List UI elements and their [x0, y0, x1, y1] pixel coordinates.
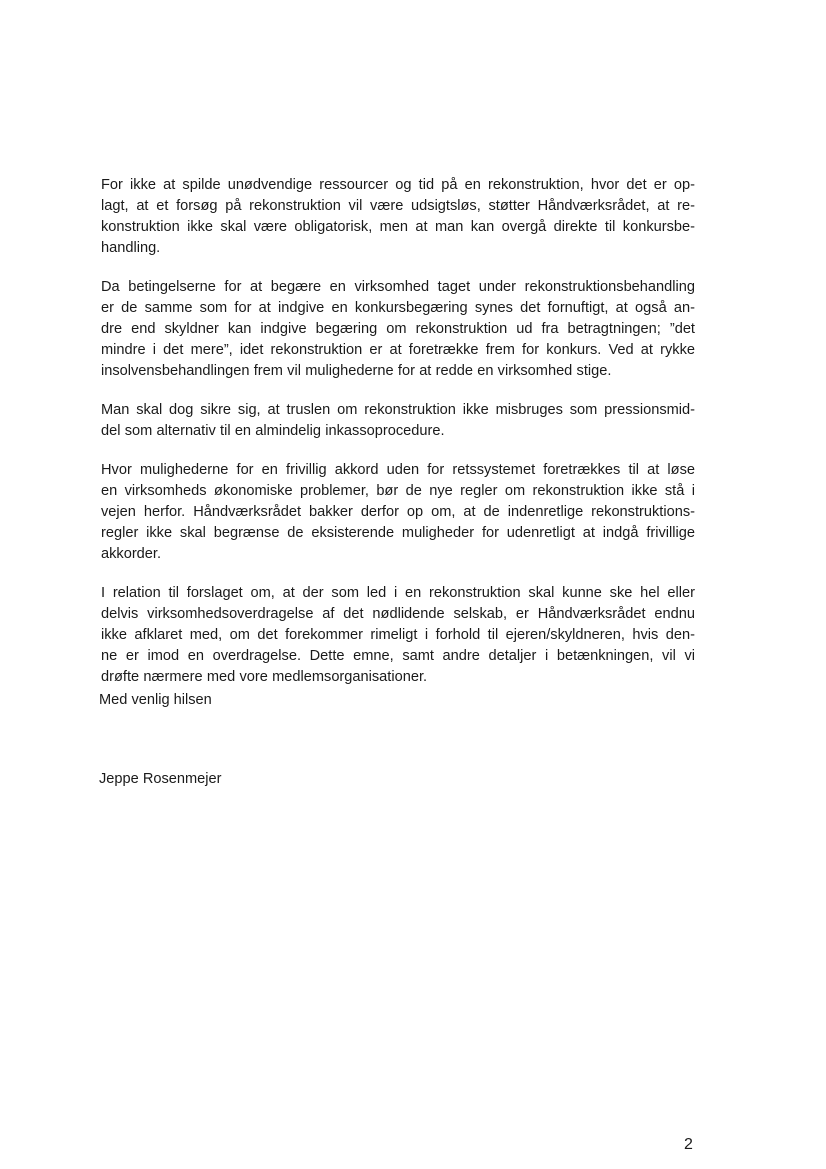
text-line: insolvensbehandlingen frem vil mulighederne for at redde en virksomhed stige.	[101, 363, 612, 379]
text-line: ne er imod en overdragelse. Dette emne, samt andre detaljer i betænkningen, vil vi	[101, 648, 695, 664]
text-line: delvis virksomhedsoverdragelse af det nødlidende selskab, er Håndværksrådet endnu	[101, 606, 695, 622]
text-line: er de samme som for at indgive en konkursbegæring synes det fornuftigt, at også an-	[101, 300, 695, 316]
text-line: akkorder.	[101, 546, 162, 562]
paragraph-2	[101, 277, 695, 382]
text-line: dre end skyldner kan indgive begæring om rekonstruktion ud fra betragtningen; ”det	[101, 321, 695, 337]
text-line: del som alternativ til en almindelig inkassoprocedure.	[101, 423, 445, 439]
text-line: en virksomheds økonomiske problemer, bør de nye regler om rekonstruktion ikke stå i	[101, 483, 695, 499]
text-line: Da betingelserne for at begære en virksomhed taget under rekonstruktionsbehandling	[101, 279, 695, 295]
text-line: handling.	[101, 240, 161, 256]
text-line: I relation til forslaget om, at der som led i en rekonstruktion skal kunne ske hel eller	[101, 585, 695, 601]
text-line: Man skal dog sikre sig, at truslen om rekonstruktion ikke misbruges som pressionsmid-	[101, 402, 695, 418]
text-line: regler ikke skal begrænse de eksisterende muligheder for udenretligt at indgå frivillige	[101, 525, 695, 541]
text-line: drøfte nærmere med vore medlemsorganisationer.	[101, 669, 428, 685]
closing-salutation: Med venlig hilsen	[99, 692, 212, 708]
paragraph-1	[101, 175, 695, 259]
paragraph-5	[101, 583, 695, 688]
text-line: Hvor mulighederne for en frivillig akkord uden for retssystemet foretrækkes til at løse	[101, 462, 695, 478]
signature-name: Jeppe Rosenmejer	[99, 771, 222, 787]
paragraph-4	[101, 460, 695, 565]
paragraph-3	[101, 400, 695, 442]
text-line: vejen herfor. Håndværksrådet bakker derfor op om, at de indenretlige rekonstruktions-	[101, 504, 695, 520]
page-number: 2	[684, 1136, 693, 1153]
letter-body	[101, 175, 695, 706]
text-line: konstruktion ikke skal være obligatorisk, men at man kan overgå direkte til konkursbe-	[101, 219, 695, 235]
text-line: For ikke at spilde unødvendige ressourcer og tid på en rekonstruktion, hvor det er op-	[101, 177, 695, 193]
text-line: ikke afklaret med, om det forekommer rimeligt i forhold til ejeren/skyldneren, hvis den-	[101, 627, 695, 643]
text-line: lagt, at et forsøg på rekonstruktion vil være udsigtsløs, støtter Håndværksrådet, at re-	[101, 198, 695, 214]
text-line: mindre i det mere”, idet rekonstruktion er at foretrække frem for konkurs. Ved at rykke	[101, 342, 695, 358]
